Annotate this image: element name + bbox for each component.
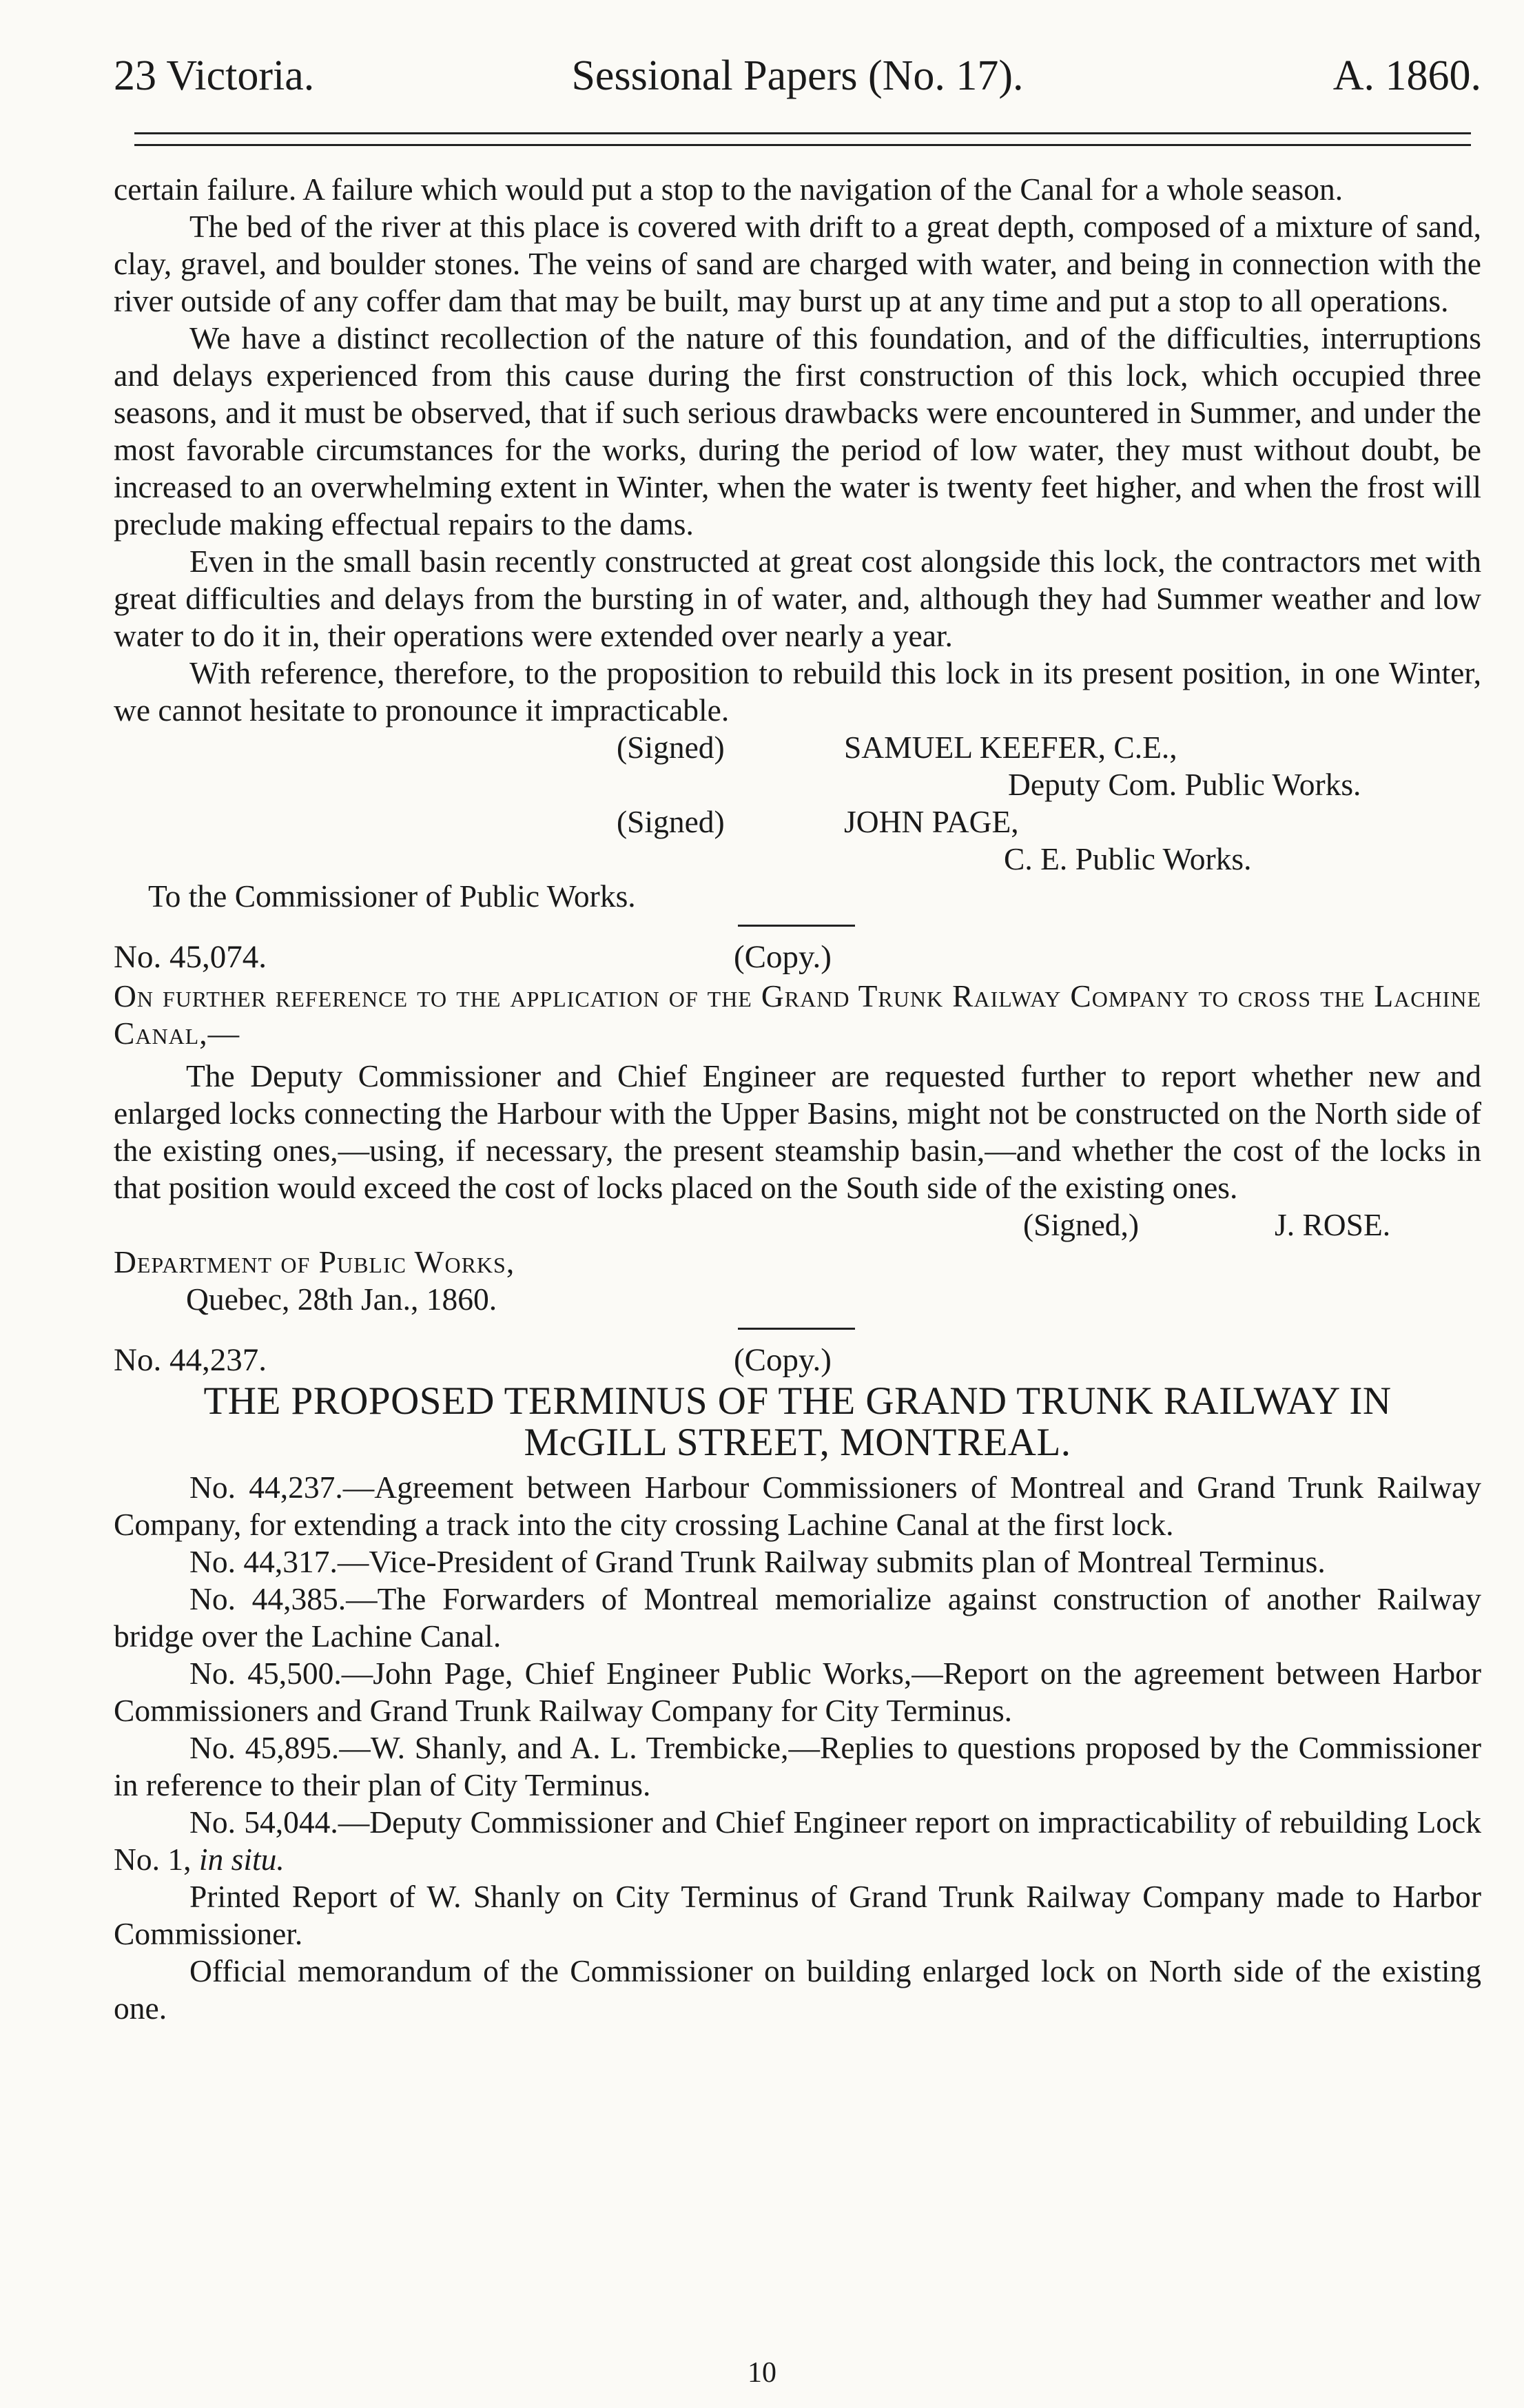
section-divider: [738, 925, 855, 927]
paragraph-continuation: certain failure. A failure which would put a stop to the navigation of the Canal for a whole season.: [114, 172, 1343, 207]
paragraph-river-bed: The bed of the river at this place is covered with drift to a great depth, composed of a mixture of sand, clay, gravel, and boulder stones. The veins of sand are charged with water, and being in connection with the river outside of any coffer dam that may be built, may burst up at any time and put a stop to all operations.: [114, 209, 1481, 318]
signed-label: (Signed,): [1023, 1207, 1140, 1242]
header-session: 23 Victoria.: [114, 52, 315, 99]
paragraph-conclusion: With reference, therefore, to the proposition to rebuild this lock in its present position, in one Winter, we cannot hesitate to pronounce it impracticable.: [114, 655, 1481, 728]
section-title-line1: THE PROPOSED TERMINUS OF THE GRAND TRUNK RAILWAY IN: [203, 1379, 1392, 1423]
paragraph-request: The Deputy Commissioner and Chief Engineer are requested further to report whether new and enlarged locks connecting the Harbour with the Upper Basins, might not be constructed on the North side of the existing ones,—using, if necessary, the present steamship basin,—and whether the cost of the locks in that position would exceed the cost of locks placed on the South side of the existing ones.: [114, 1058, 1481, 1205]
signed-label: (Signed): [617, 804, 725, 839]
signer-name: J. ROSE.: [1275, 1207, 1391, 1242]
place-date-line: [114, 1281, 1481, 1318]
signer-name: SAMUEL KEEFER, C.E.,: [844, 730, 1177, 765]
section-divider: [738, 1328, 855, 1330]
signer-title: C. E. Public Works.: [1004, 841, 1252, 876]
addressee: To the Commissioner of Public Works.: [148, 878, 636, 914]
document-number: No. 44,237.: [114, 1342, 267, 1378]
list-item: No. 44,317.—Vice-President of Grand Trunk Railway submits plan of Montreal Terminus.: [189, 1544, 1326, 1579]
header-title: Sessional Papers (No. 17).: [571, 52, 1024, 99]
signature-rose: [114, 1206, 1481, 1244]
list-item: No. 45,895.—W. Shanly, and A. L. Trembicke,—Replies to questions proposed by the Commissioner in reference to their plan of City Terminus.: [114, 1730, 1481, 1802]
page-number: 10: [748, 2357, 776, 2389]
signer-title: Deputy Com. Public Works.: [1008, 767, 1361, 802]
list-item: No. 44,385.—The Forwarders of Montreal memorialize against construction of another Railway bridge over the Lachine Canal.: [114, 1581, 1481, 1654]
signature-keefer: [114, 729, 1481, 766]
department-name: Department of Public Works,: [114, 1244, 515, 1279]
list-item: No. 45,500.—John Page, Chief Engineer Public Works,—Report on the agreement between Harbor Commissioners and Grand Trunk Railway Company for City Terminus.: [114, 1656, 1481, 1728]
addressee-line: [114, 878, 1481, 915]
list-item-text: No. 54,044.—Deputy Commissioner and Chief Engineer report on impracticability of rebuilding Lock No. 1,: [114, 1804, 1481, 1877]
place-date: Quebec, 28th Jan., 1860.: [186, 1282, 497, 1317]
signer-name: JOHN PAGE,: [844, 804, 1019, 839]
document-number-line: [114, 1339, 1481, 1381]
section-title-line2: McGILL STREET, MONTREAL.: [524, 1421, 1071, 1464]
list-item: No. 44,237.—Agreement between Harbour Commissioners of Montreal and Grand Trunk Railway Company, for extending a track into the city crossing Lachine Canal at the first lock.: [114, 1470, 1481, 1542]
paragraph-recollection: We have a distinct recollection of the nature of this foundation, and of the difficulties, interruptions and delays experienced from this cause during the first construction of this lock, which occupied three seasons, and it must be observed, that if such serious drawbacks were encountered in Summer, and under the most favorable circumstances for the works, during the period of low water, they must without doubt, be increased to an overwhelming extent in Winter, when the water is twenty feet higher, and when the frost will preclude making effectual repairs to the dams.: [114, 320, 1481, 542]
paragraph-small-basin: Even in the small basin recently constructed at great cost alongside this lock, the contractors met with great difficulties and delays from the bursting in of water, and, although they had Summer weather and low water to do it in, their operations were extended over nearly a year.: [114, 544, 1481, 653]
signature-page-title: [114, 841, 1481, 878]
header-double-rule: [134, 132, 1471, 146]
reference-heading: On further reference to the application of the Grand Trunk Railway Company to cross the Lachine Canal,—: [114, 978, 1481, 1051]
list-item: Official memorandum of the Commissioner on building enlarged lock on North side of the existing one.: [114, 1953, 1481, 2026]
copy-label: (Copy.): [734, 939, 832, 975]
document-number-line: [114, 936, 1481, 978]
signature-page: [114, 803, 1481, 841]
document-number: No. 45,074.: [114, 939, 267, 975]
running-header: [114, 48, 1481, 103]
page-body: [114, 171, 1481, 2027]
header-year: A. 1860.: [1332, 52, 1481, 99]
copy-label: (Copy.): [734, 1342, 832, 1378]
list-item: Printed Report of W. Shanly on City Terminus of Grand Trunk Railway Company made to Harbor Commissioner.: [114, 1879, 1481, 1951]
list-item: [114, 1804, 1481, 1878]
signature-keefer-title: [114, 766, 1481, 803]
list-item-italic: in situ.: [198, 1842, 285, 1877]
department-line: [114, 1244, 1481, 1281]
signed-label: (Signed): [617, 730, 725, 765]
